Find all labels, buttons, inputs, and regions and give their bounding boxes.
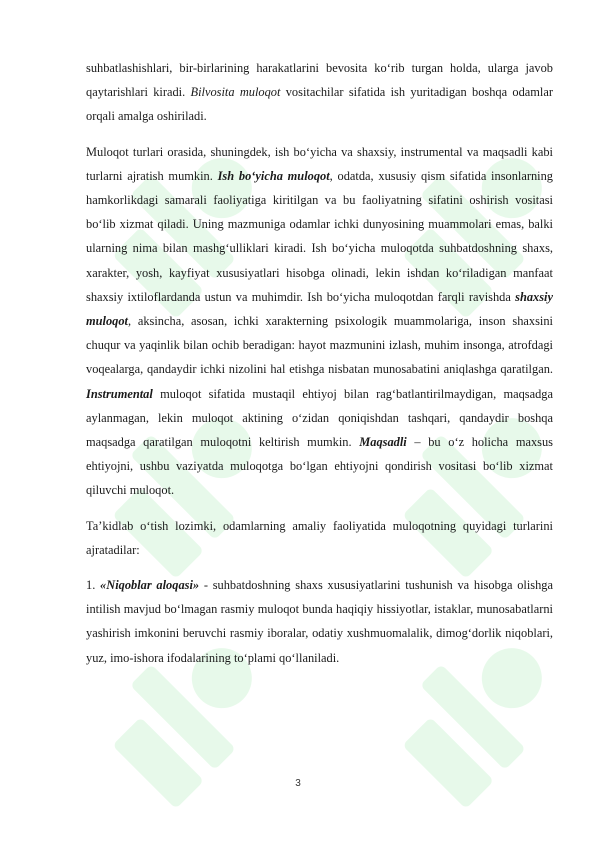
text-run: - suhbatdoshning shaxs xususiyatlarini tushunish va hisobga olishga intilish mavjud bo‘lmagan rasmiy muloqot bunda haqiqiy hissiyotlar, istaklar, munosabatlarni yashirish imkonini beruvchi rasmiy iboralar, odatiy xushmuomalalik, dimog‘dorlik niqoblari, yuz, imo-ishora ifodalarining to‘plami qo‘llaniladi. — [86, 578, 553, 665]
term-personal-communication: shaxsiy muloqot — [86, 289, 553, 329]
text-run: suhbatlashishlari, bir-birlarining harakatlarini bevosita ko‘rib turgan holda, ularga javob qaytarishlari kiradi. — [86, 61, 553, 100]
term-purposeful: Maqsadli — [359, 435, 407, 450]
text-run: , odatda, xususiy qism sifatida insonlarning hamkorlikdagi samarali faoliyatiga kiritilgan va bu faoliyatning sifatini oshirish vositasi bo‘lib xizmat qiladi. Uning mazmuniga odamlar ichki dunyosining muammolari emas, balki ularning nima bilan mashg‘ulliklari kiradi. Ish bo‘yicha muloqotda suhbatdoshning shaxs, xarakter, yosh, kayfiyat xususiyatlari hisobga olinadi, lekin ishdan ko‘riladigan manfaat shaxsiy ixtiloflardanda ustun va muhimdir. Ish bo‘yicha muloqotdan farqli ravishda — [86, 168, 554, 304]
list-number: 1. — [86, 578, 101, 593]
term-business-communication: Ish bo‘yicha muloqot — [217, 168, 330, 183]
text-run: muloqot sifatida mustaqil ehtiyoj bilan rag‘batlantirilmaydigan, maqsadga aylanmagan, lekin muloqot aktining o‘zidan qoniqishdan tashqari, qandaydir boshqa maqsadga qaratilgan muloqotni keltirish mumkin. — [86, 386, 553, 450]
paragraph-practical-types-intro — [86, 514, 553, 562]
text-run: Ta’kidlab o‘tish lozimki, odamlarning amaliy faoliyatida muloqotning quyidagi turlarini ajratadilar: — [86, 518, 553, 557]
page-number: 3 — [295, 778, 301, 789]
paragraph-direct-indirect — [86, 56, 553, 129]
paragraph-communication-types — [86, 140, 553, 503]
term-mask-contact: «Niqoblar aloqasi» — [100, 578, 200, 593]
text-run: – bu o‘z holicha maxsus ehtiyojni, ushbu vaziyatda muloqotga bo‘lgan ehtiyojni qondirish vositasi bo‘lib xizmat qiluvchi muloqot. — [86, 435, 553, 498]
term-indirect-communication: Bilvosita muloqot — [190, 85, 281, 100]
text-run: , aksincha, asosan, ichki xarakterning psixologik muammolariga, inson shaxsini chuqur va yaqinlik bilan ochib beradigan: hayot mazmunini izlash, muhim insonga, atrofdagi voqealarga, qandaydir ichki nizolini hal etishga nisbatan munosabatini aniqlashga qaratilgan. — [86, 314, 553, 377]
text-run: Muloqot turlari orasida, shuningdek, ish bo‘yicha va shaxsiy, instrumental va maqsadli kabi turlarni ajratish mumkin. — [86, 144, 553, 183]
document-body — [86, 56, 553, 681]
list-item-mask-contact — [86, 573, 553, 670]
term-instrumental: Instrumental — [86, 386, 153, 401]
text-run: vositachilar sifatida ish yuritadigan boshqa odamlar orqali amalga oshiriladi. — [86, 85, 554, 124]
